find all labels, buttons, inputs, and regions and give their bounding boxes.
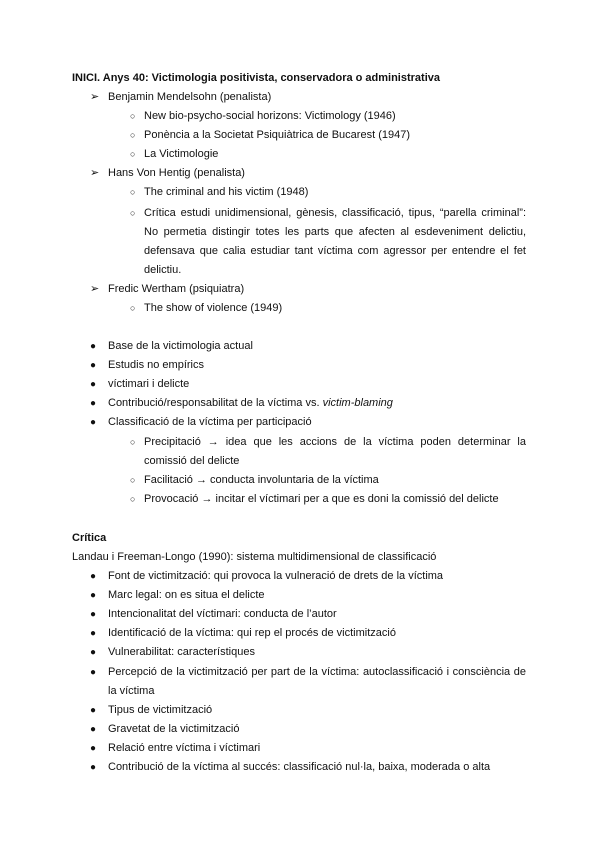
list-item: la víctima <box>108 685 155 697</box>
dot-bullet-icon: ● <box>90 647 97 658</box>
arrow-bullet-icon: ➢ <box>90 91 100 103</box>
critica-intro: Landau i Freeman-Longo (1990): sistema multidimensional de classificació <box>72 551 437 563</box>
list-item: Percepció de la victimització per part de la víctima: autoclassificació i consciència de <box>108 666 526 678</box>
author-item: Fredic Wertham (psiquiatra) <box>108 283 245 295</box>
list-item: Contribució de la víctima al succés: classificació nul·la, baixa, moderada o alta <box>108 761 491 773</box>
arrow-bullet-icon: ➢ <box>90 167 100 179</box>
sub-item: Precipitació → idea que les accions de la víctima poden determinar la <box>144 436 526 448</box>
circle-bullet-icon: ○ <box>130 149 136 159</box>
list-item: Tipus de victimització <box>108 704 213 716</box>
circle-bullet-icon: ○ <box>130 303 136 313</box>
list-item: Estudis no empírics <box>108 359 204 371</box>
sub-item: comissió del delicte <box>144 455 240 467</box>
dot-bullet-icon: ● <box>90 417 97 428</box>
list-item: Relació entre víctima i víctimari <box>108 742 261 754</box>
dot-bullet-icon: ● <box>90 398 97 409</box>
list-item: Classificació de la víctima per participació <box>108 416 312 428</box>
circle-bullet-icon: ○ <box>130 208 136 218</box>
list-item: Identificació de la víctima: qui rep el procés de victimització <box>108 627 396 639</box>
work-item: New bio-psycho-social horizons: Victimology (1946) <box>144 110 396 122</box>
author-item: Benjamin Mendelsohn (penalista) <box>108 91 272 103</box>
circle-bullet-icon: ○ <box>130 475 136 485</box>
list-item-text: Contribució/responsabilitat de la víctima vs. <box>108 397 323 409</box>
list-item: Marc legal: on es situa el delicte <box>108 589 265 601</box>
work-item: The show of violence (1949) <box>144 302 283 314</box>
section-heading-inici: INICI. Anys 40: Victimologia positivista, conservadora o administrativa <box>72 72 441 84</box>
circle-bullet-icon: ○ <box>130 494 136 504</box>
dot-bullet-icon: ● <box>90 341 97 352</box>
circle-bullet-icon: ○ <box>130 437 136 447</box>
critique-line: defensava que calia estudiar tant víctima com agressor per entendre el fet <box>144 245 526 257</box>
italic-term: victim-blaming <box>322 397 393 409</box>
work-item: The criminal and his victim (1948) <box>144 186 309 198</box>
list-item: Vulnerabilitat: característiques <box>108 646 255 658</box>
arrow-bullet-icon: ➢ <box>90 283 100 295</box>
circle-bullet-icon: ○ <box>130 111 136 121</box>
dot-bullet-icon: ● <box>90 379 97 390</box>
dot-bullet-icon: ● <box>90 360 97 371</box>
list-item: víctimari i delicte <box>108 378 190 390</box>
dot-bullet-icon: ● <box>90 743 97 754</box>
critique-line: No permetia distingir totes les parts que afecten al esdeveniment delictiu, <box>144 226 526 238</box>
dot-bullet-icon: ● <box>90 762 97 773</box>
list-item <box>108 394 393 413</box>
dot-bullet-icon: ● <box>90 705 97 716</box>
dot-bullet-icon: ● <box>90 571 97 582</box>
circle-bullet-icon: ○ <box>130 130 136 140</box>
dot-bullet-icon: ● <box>90 628 97 639</box>
critique-line: Crítica estudi unidimensional, gènesis, classificació, tipus, “parella criminal”: <box>144 207 526 219</box>
section-heading-critica: Crítica <box>72 532 107 544</box>
sub-item: Provocació → incitar el víctimari per a que es doni la comissió del delicte <box>144 493 499 505</box>
work-item: Ponència a la Societat Psiquiàtrica de Bucarest (1947) <box>144 129 410 141</box>
circle-bullet-icon: ○ <box>130 187 136 197</box>
dot-bullet-icon: ● <box>90 667 97 678</box>
dot-bullet-icon: ● <box>90 609 97 620</box>
author-item: Hans Von Hentig (penalista) <box>108 167 245 179</box>
dot-bullet-icon: ● <box>90 724 97 735</box>
list-item: Intencionalitat del víctimari: conducta de l’autor <box>108 608 337 620</box>
work-item: La Victimologie <box>144 148 219 160</box>
dot-bullet-icon: ● <box>90 590 97 601</box>
sub-item: Facilitació → conducta involuntaria de la víctima <box>144 474 379 486</box>
list-item: Base de la victimologia actual <box>108 340 253 352</box>
list-item: Font de victimització: qui provoca la vulneració de drets de la víctima <box>108 570 444 582</box>
critique-line: delictiu. <box>144 264 182 276</box>
list-item: Gravetat de la victimització <box>108 723 240 735</box>
